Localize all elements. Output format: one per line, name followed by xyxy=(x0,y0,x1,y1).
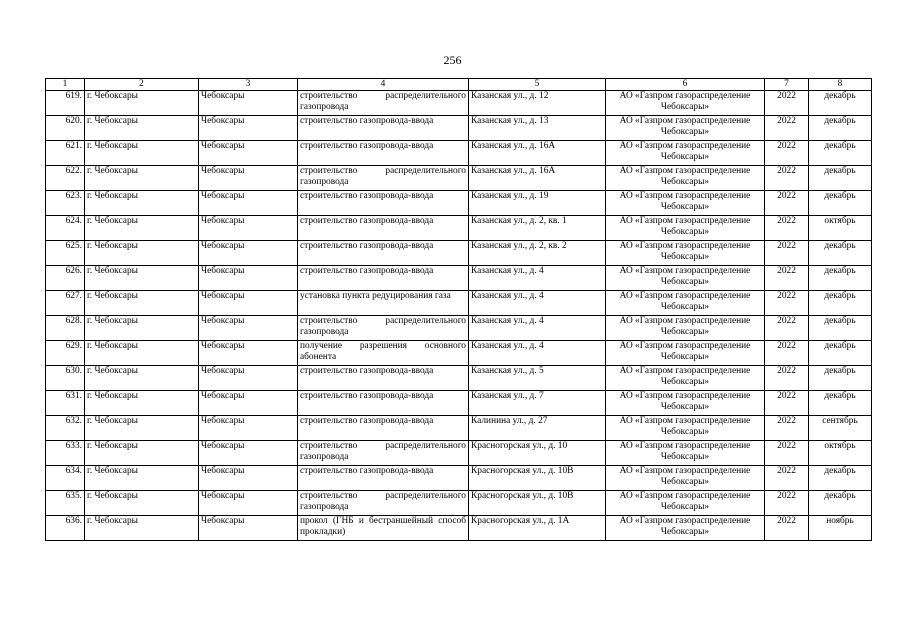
address-cell: Казанская ул., д. 4 xyxy=(469,266,606,291)
settlement-cell: Чебоксары xyxy=(199,391,298,416)
month-cell: декабрь xyxy=(809,166,872,191)
municipality-cell: г. Чебоксары xyxy=(85,466,199,491)
table-row xyxy=(46,316,872,341)
row-number-cell: 620. xyxy=(46,116,85,141)
municipality-cell: г. Чебоксары xyxy=(85,441,199,466)
organization-cell: АО «Газпром газораспределение Чебоксары» xyxy=(606,491,765,516)
organization-cell: АО «Газпром газораспределение Чебоксары» xyxy=(606,166,765,191)
table-row xyxy=(46,391,872,416)
row-number-cell: 634. xyxy=(46,466,85,491)
month-cell: декабрь xyxy=(809,466,872,491)
activity-cell: получение разрешения основного абонента xyxy=(298,341,469,366)
activity-cell: установка пункта редуцирования газа xyxy=(298,291,469,316)
settlement-cell: Чебоксары xyxy=(199,291,298,316)
year-cell: 2022 xyxy=(765,466,809,491)
row-number-cell: 636. xyxy=(46,516,85,541)
activity-cell: строительство распределительного газопровода xyxy=(298,441,469,466)
settlement-cell: Чебоксары xyxy=(199,366,298,391)
municipality-cell: г. Чебоксары xyxy=(85,516,199,541)
month-cell: декабрь xyxy=(809,491,872,516)
gasification-table xyxy=(45,78,872,541)
municipality-cell: г. Чебоксары xyxy=(85,166,199,191)
row-number-cell: 631. xyxy=(46,391,85,416)
month-cell: октябрь xyxy=(809,216,872,241)
activity-cell: строительство газопровода-ввода xyxy=(298,416,469,441)
organization-cell: АО «Газпром газораспределение Чебоксары» xyxy=(606,216,765,241)
settlement-cell: Чебоксары xyxy=(199,191,298,216)
column-header: 2 xyxy=(85,79,199,91)
month-cell: декабрь xyxy=(809,316,872,341)
month-cell: октябрь xyxy=(809,441,872,466)
year-cell: 2022 xyxy=(765,516,809,541)
column-header: 8 xyxy=(809,79,872,91)
activity-cell: строительство газопровода-ввода xyxy=(298,141,469,166)
address-cell: Калинина ул., д. 27 xyxy=(469,416,606,441)
table-body xyxy=(46,91,872,541)
table-row xyxy=(46,366,872,391)
column-header: 6 xyxy=(606,79,765,91)
municipality-cell: г. Чебоксары xyxy=(85,216,199,241)
year-cell: 2022 xyxy=(765,241,809,266)
month-cell: ноябрь xyxy=(809,516,872,541)
organization-cell: АО «Газпром газораспределение Чебоксары» xyxy=(606,291,765,316)
address-cell: Красногорская ул., д. 10 xyxy=(469,441,606,466)
municipality-cell: г. Чебоксары xyxy=(85,191,199,216)
address-cell: Казанская ул., д. 4 xyxy=(469,316,606,341)
table-row xyxy=(46,191,872,216)
activity-cell: строительство газопровода-ввода xyxy=(298,391,469,416)
organization-cell: АО «Газпром газораспределение Чебоксары» xyxy=(606,191,765,216)
organization-cell: АО «Газпром газораспределение Чебоксары» xyxy=(606,241,765,266)
activity-cell: строительство газопровода-ввода xyxy=(298,216,469,241)
column-header: 4 xyxy=(298,79,469,91)
table-row xyxy=(46,466,872,491)
settlement-cell: Чебоксары xyxy=(199,241,298,266)
table-row xyxy=(46,216,872,241)
year-cell: 2022 xyxy=(765,491,809,516)
column-header: 1 xyxy=(46,79,85,91)
row-number-cell: 622. xyxy=(46,166,85,191)
organization-cell: АО «Газпром газораспределение Чебоксары» xyxy=(606,391,765,416)
organization-cell: АО «Газпром газораспределение Чебоксары» xyxy=(606,466,765,491)
address-cell: Красногорская ул., д. 1А xyxy=(469,516,606,541)
row-number-cell: 624. xyxy=(46,216,85,241)
organization-cell: АО «Газпром газораспределение Чебоксары» xyxy=(606,91,765,116)
row-number-cell: 625. xyxy=(46,241,85,266)
activity-cell: строительство распределительного газопровода xyxy=(298,91,469,116)
organization-cell: АО «Газпром газораспределение Чебоксары» xyxy=(606,366,765,391)
year-cell: 2022 xyxy=(765,166,809,191)
address-cell: Красногорская ул., д. 10В xyxy=(469,466,606,491)
table-row xyxy=(46,116,872,141)
month-cell: декабрь xyxy=(809,141,872,166)
row-number-cell: 635. xyxy=(46,491,85,516)
row-number-cell: 630. xyxy=(46,366,85,391)
address-cell: Казанская ул., д. 13 xyxy=(469,116,606,141)
row-number-cell: 623. xyxy=(46,191,85,216)
month-cell: декабрь xyxy=(809,291,872,316)
activity-cell: строительство газопровода-ввода xyxy=(298,241,469,266)
table-row xyxy=(46,166,872,191)
address-cell: Казанская ул., д. 4 xyxy=(469,341,606,366)
month-cell: декабрь xyxy=(809,266,872,291)
municipality-cell: г. Чебоксары xyxy=(85,116,199,141)
municipality-cell: г. Чебоксары xyxy=(85,91,199,116)
year-cell: 2022 xyxy=(765,316,809,341)
month-cell: декабрь xyxy=(809,191,872,216)
year-cell: 2022 xyxy=(765,91,809,116)
month-cell: сентябрь xyxy=(809,416,872,441)
year-cell: 2022 xyxy=(765,116,809,141)
activity-cell: строительство газопровода-ввода xyxy=(298,191,469,216)
settlement-cell: Чебоксары xyxy=(199,316,298,341)
year-cell: 2022 xyxy=(765,391,809,416)
municipality-cell: г. Чебоксары xyxy=(85,341,199,366)
page-number: 256 xyxy=(443,53,462,67)
month-cell: декабрь xyxy=(809,116,872,141)
settlement-cell: Чебоксары xyxy=(199,441,298,466)
row-number-cell: 626. xyxy=(46,266,85,291)
year-cell: 2022 xyxy=(765,141,809,166)
settlement-cell: Чебоксары xyxy=(199,216,298,241)
year-cell: 2022 xyxy=(765,441,809,466)
activity-cell: прокол (ГНБ и бестраншейный способ прокладки) xyxy=(298,516,469,541)
activity-cell: строительство газопровода-ввода xyxy=(298,466,469,491)
municipality-cell: г. Чебоксары xyxy=(85,266,199,291)
settlement-cell: Чебоксары xyxy=(199,91,298,116)
column-header: 3 xyxy=(199,79,298,91)
address-cell: Казанская ул., д. 7 xyxy=(469,391,606,416)
column-header: 5 xyxy=(469,79,606,91)
municipality-cell: г. Чебоксары xyxy=(85,491,199,516)
address-cell: Казанская ул., д. 19 xyxy=(469,191,606,216)
table-row xyxy=(46,516,872,541)
address-cell: Казанская ул., д. 16А xyxy=(469,166,606,191)
settlement-cell: Чебоксары xyxy=(199,341,298,366)
table-row xyxy=(46,266,872,291)
organization-cell: АО «Газпром газораспределение Чебоксары» xyxy=(606,441,765,466)
settlement-cell: Чебоксары xyxy=(199,516,298,541)
organization-cell: АО «Газпром газораспределение Чебоксары» xyxy=(606,116,765,141)
address-cell: Казанская ул., д. 2, кв. 1 xyxy=(469,216,606,241)
municipality-cell: г. Чебоксары xyxy=(85,141,199,166)
row-number-cell: 619. xyxy=(46,91,85,116)
activity-cell: строительство газопровода-ввода xyxy=(298,266,469,291)
municipality-cell: г. Чебоксары xyxy=(85,416,199,441)
organization-cell: АО «Газпром газораспределение Чебоксары» xyxy=(606,316,765,341)
municipality-cell: г. Чебоксары xyxy=(85,241,199,266)
organization-cell: АО «Газпром газораспределение Чебоксары» xyxy=(606,141,765,166)
year-cell: 2022 xyxy=(765,291,809,316)
table-header xyxy=(46,79,872,91)
year-cell: 2022 xyxy=(765,191,809,216)
organization-cell: АО «Газпром газораспределение Чебоксары» xyxy=(606,416,765,441)
month-cell: декабрь xyxy=(809,91,872,116)
organization-cell: АО «Газпром газораспределение Чебоксары» xyxy=(606,341,765,366)
settlement-cell: Чебоксары xyxy=(199,166,298,191)
year-cell: 2022 xyxy=(765,416,809,441)
address-cell: Казанская ул., д. 5 xyxy=(469,366,606,391)
header-row xyxy=(46,79,872,91)
table-row xyxy=(46,441,872,466)
organization-cell: АО «Газпром газораспределение Чебоксары» xyxy=(606,516,765,541)
municipality-cell: г. Чебоксары xyxy=(85,291,199,316)
table-row xyxy=(46,291,872,316)
year-cell: 2022 xyxy=(765,266,809,291)
table-row xyxy=(46,91,872,116)
settlement-cell: Чебоксары xyxy=(199,491,298,516)
address-cell: Казанская ул., д. 12 xyxy=(469,91,606,116)
row-number-cell: 627. xyxy=(46,291,85,316)
table-row xyxy=(46,341,872,366)
activity-cell: строительство распределительного газопровода xyxy=(298,316,469,341)
municipality-cell: г. Чебоксары xyxy=(85,366,199,391)
table-row xyxy=(46,416,872,441)
row-number-cell: 629. xyxy=(46,341,85,366)
year-cell: 2022 xyxy=(765,216,809,241)
column-header: 7 xyxy=(765,79,809,91)
settlement-cell: Чебоксары xyxy=(199,466,298,491)
settlement-cell: Чебоксары xyxy=(199,266,298,291)
municipality-cell: г. Чебоксары xyxy=(85,316,199,341)
month-cell: декабрь xyxy=(809,241,872,266)
table-row xyxy=(46,491,872,516)
settlement-cell: Чебоксары xyxy=(199,141,298,166)
month-cell: декабрь xyxy=(809,341,872,366)
settlement-cell: Чебоксары xyxy=(199,116,298,141)
year-cell: 2022 xyxy=(765,341,809,366)
year-cell: 2022 xyxy=(765,366,809,391)
row-number-cell: 633. xyxy=(46,441,85,466)
settlement-cell: Чебоксары xyxy=(199,416,298,441)
month-cell: декабрь xyxy=(809,391,872,416)
address-cell: Казанская ул., д. 16А xyxy=(469,141,606,166)
address-cell: Казанская ул., д. 2, кв. 2 xyxy=(469,241,606,266)
row-number-cell: 628. xyxy=(46,316,85,341)
municipality-cell: г. Чебоксары xyxy=(85,391,199,416)
activity-cell: строительство газопровода-ввода xyxy=(298,116,469,141)
activity-cell: строительство газопровода-ввода xyxy=(298,366,469,391)
table-row xyxy=(46,241,872,266)
activity-cell: строительство распределительного газопровода xyxy=(298,166,469,191)
month-cell: декабрь xyxy=(809,366,872,391)
row-number-cell: 621. xyxy=(46,141,85,166)
table-row xyxy=(46,141,872,166)
activity-cell: строительство распределительного газопровода xyxy=(298,491,469,516)
address-cell: Красногорская ул., д. 10В xyxy=(469,491,606,516)
organization-cell: АО «Газпром газораспределение Чебоксары» xyxy=(606,266,765,291)
row-number-cell: 632. xyxy=(46,416,85,441)
address-cell: Казанская ул., д. 4 xyxy=(469,291,606,316)
